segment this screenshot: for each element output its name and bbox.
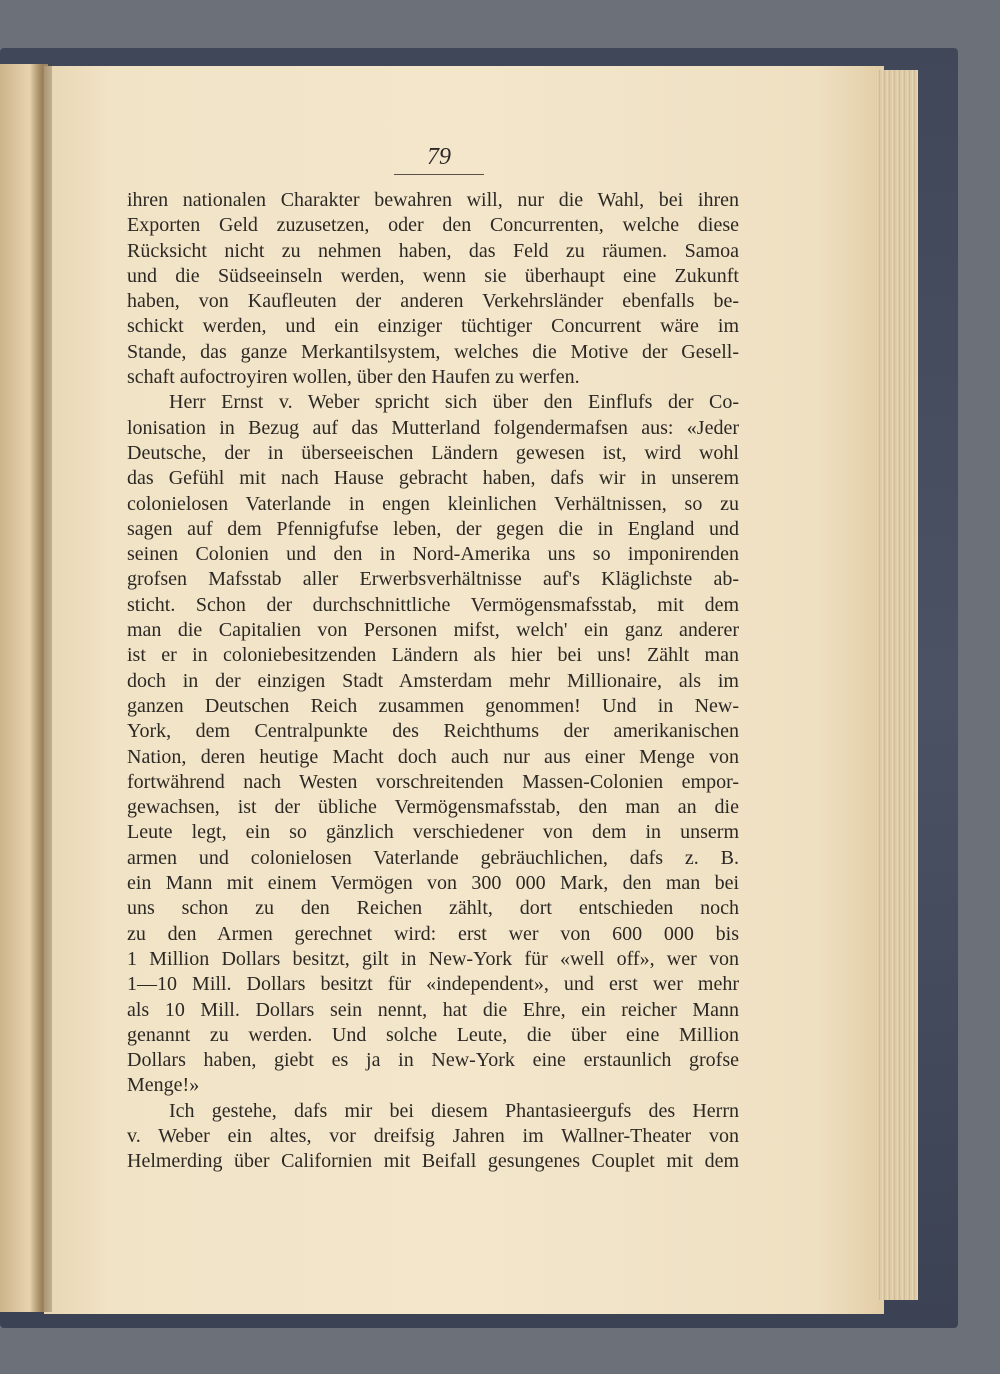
text-line: Nation, deren heutige Macht doch auch nur aus einer Menge von xyxy=(127,745,739,768)
text-line: das Gefühl mit nach Hause gebracht haben, dafs wir in unserem xyxy=(127,467,739,490)
text-line: doch in der einzigen Stadt Amsterdam mehr Millionaire, als im xyxy=(127,669,739,692)
page-number: 79 xyxy=(394,142,484,175)
book-gutter xyxy=(30,64,52,1312)
text-line: colonielosen Vaterlande in engen kleinlichen Verhältnissen, so zu xyxy=(127,492,739,515)
page-stack-edges xyxy=(876,70,918,1300)
text-line: fortwährend nach Westen vorschreitenden Massen-Colonien empor- xyxy=(127,770,739,793)
text-line: Deutsche, der in überseeischen Ländern gewesen ist, wird wohl xyxy=(127,441,739,464)
text-line: zu den Armen gerechnet wird: erst wer von 600 000 bis xyxy=(127,922,739,945)
text-line: Exporten Geld zuzusetzen, oder den Concurrenten, welche diese xyxy=(127,214,739,237)
text-line: Rücksicht nicht zu nehmen haben, das Feld zu räumen. Samoa xyxy=(127,239,739,262)
text-line: ist er in coloniebesitzenden Ländern als hier bei uns! Zählt man xyxy=(127,644,739,667)
text-line: als 10 Mill. Dollars sein nennt, hat die Ehre, ein reicher Mann xyxy=(127,998,739,1021)
text-line: sagen auf dem Pfennigfufse leben, der gegen die in England und xyxy=(127,517,739,540)
text-line: 1—10 Mill. Dollars besitzt für «independent», und erst wer mehr xyxy=(127,973,739,996)
text-line: sticht. Schon der durchschnittliche Vermögensmafsstab, mit dem xyxy=(127,593,739,616)
text-line: genannt zu werden. Und solche Leute, die über eine Million xyxy=(127,1023,739,1046)
text-line: 1 Million Dollars besitzt, gilt in New-York für «well off», wer von xyxy=(127,947,739,970)
text-line: gewachsen, ist der übliche Vermögensmafsstab, den man an die xyxy=(127,796,739,819)
text-line: uns schon zu den Reichen zählt, dort entschieden noch xyxy=(127,897,739,920)
text-line: Leute legt, ein so gänzlich verschiedener von dem in unserm xyxy=(127,821,739,844)
text-line: armen und colonielosen Vaterlande gebräuchlichen, dafs z. B. xyxy=(127,846,739,869)
text-line: seinen Colonien und den in Nord-Amerika uns so imponirenden xyxy=(127,543,739,566)
text-line: schaft aufoctroyiren wollen, über den Haufen zu werfen. xyxy=(127,366,580,389)
text-line: ein Mann mit einem Vermögen von 300 000 Mark, den man bei xyxy=(127,872,739,895)
text-line: ihren nationalen Charakter bewahren will, nur die Wahl, bei ihren xyxy=(127,189,739,211)
text-line: grofsen Mafsstab aller Erwerbsverhältnisse auf's Kläglichste ab- xyxy=(127,568,739,591)
text-line: und die Südseeinseln werden, wenn sie überhaupt eine Zukunft xyxy=(127,264,739,287)
text-line: Dollars haben, giebt es ja in New-York eine erstaunlich grofse xyxy=(127,1049,739,1072)
text-line: Herr Ernst v. Weber spricht sich über den Einflufs der Co- xyxy=(169,391,739,414)
text-line: ganzen Deutschen Reich zusammen genommen! Und in New- xyxy=(127,694,739,717)
text-line: man die Capitalien von Personen mifst, welch' ein ganz anderer xyxy=(127,619,739,642)
text-line: haben, von Kaufleuten der anderen Verkehrsländer ebenfalls be- xyxy=(127,290,739,313)
text-line: Stande, das ganze Merkantilsystem, welches die Motive der Gesell- xyxy=(127,340,739,363)
text-line: lonisation in Bezug auf das Mutterland folgendermafsen aus: «Jeder xyxy=(127,416,739,439)
body-text xyxy=(127,188,739,1175)
text-line: Helmerding über Californien mit Beifall gesungenes Couplet mit dem xyxy=(127,1150,739,1173)
text-line: York, dem Centralpunkte des Reichthums der amerikanischen xyxy=(127,720,739,743)
text-line: v. Weber ein altes, vor dreifsig Jahren im Wallner-Theater von xyxy=(127,1124,739,1147)
text-line: schickt werden, und ein einziger tüchtiger Concurrent wäre im xyxy=(127,315,739,338)
text-line: Ich gestehe, dafs mir bei diesem Phantasieergufs des Herrn xyxy=(169,1099,739,1122)
text-line: Menge!» xyxy=(127,1074,200,1097)
